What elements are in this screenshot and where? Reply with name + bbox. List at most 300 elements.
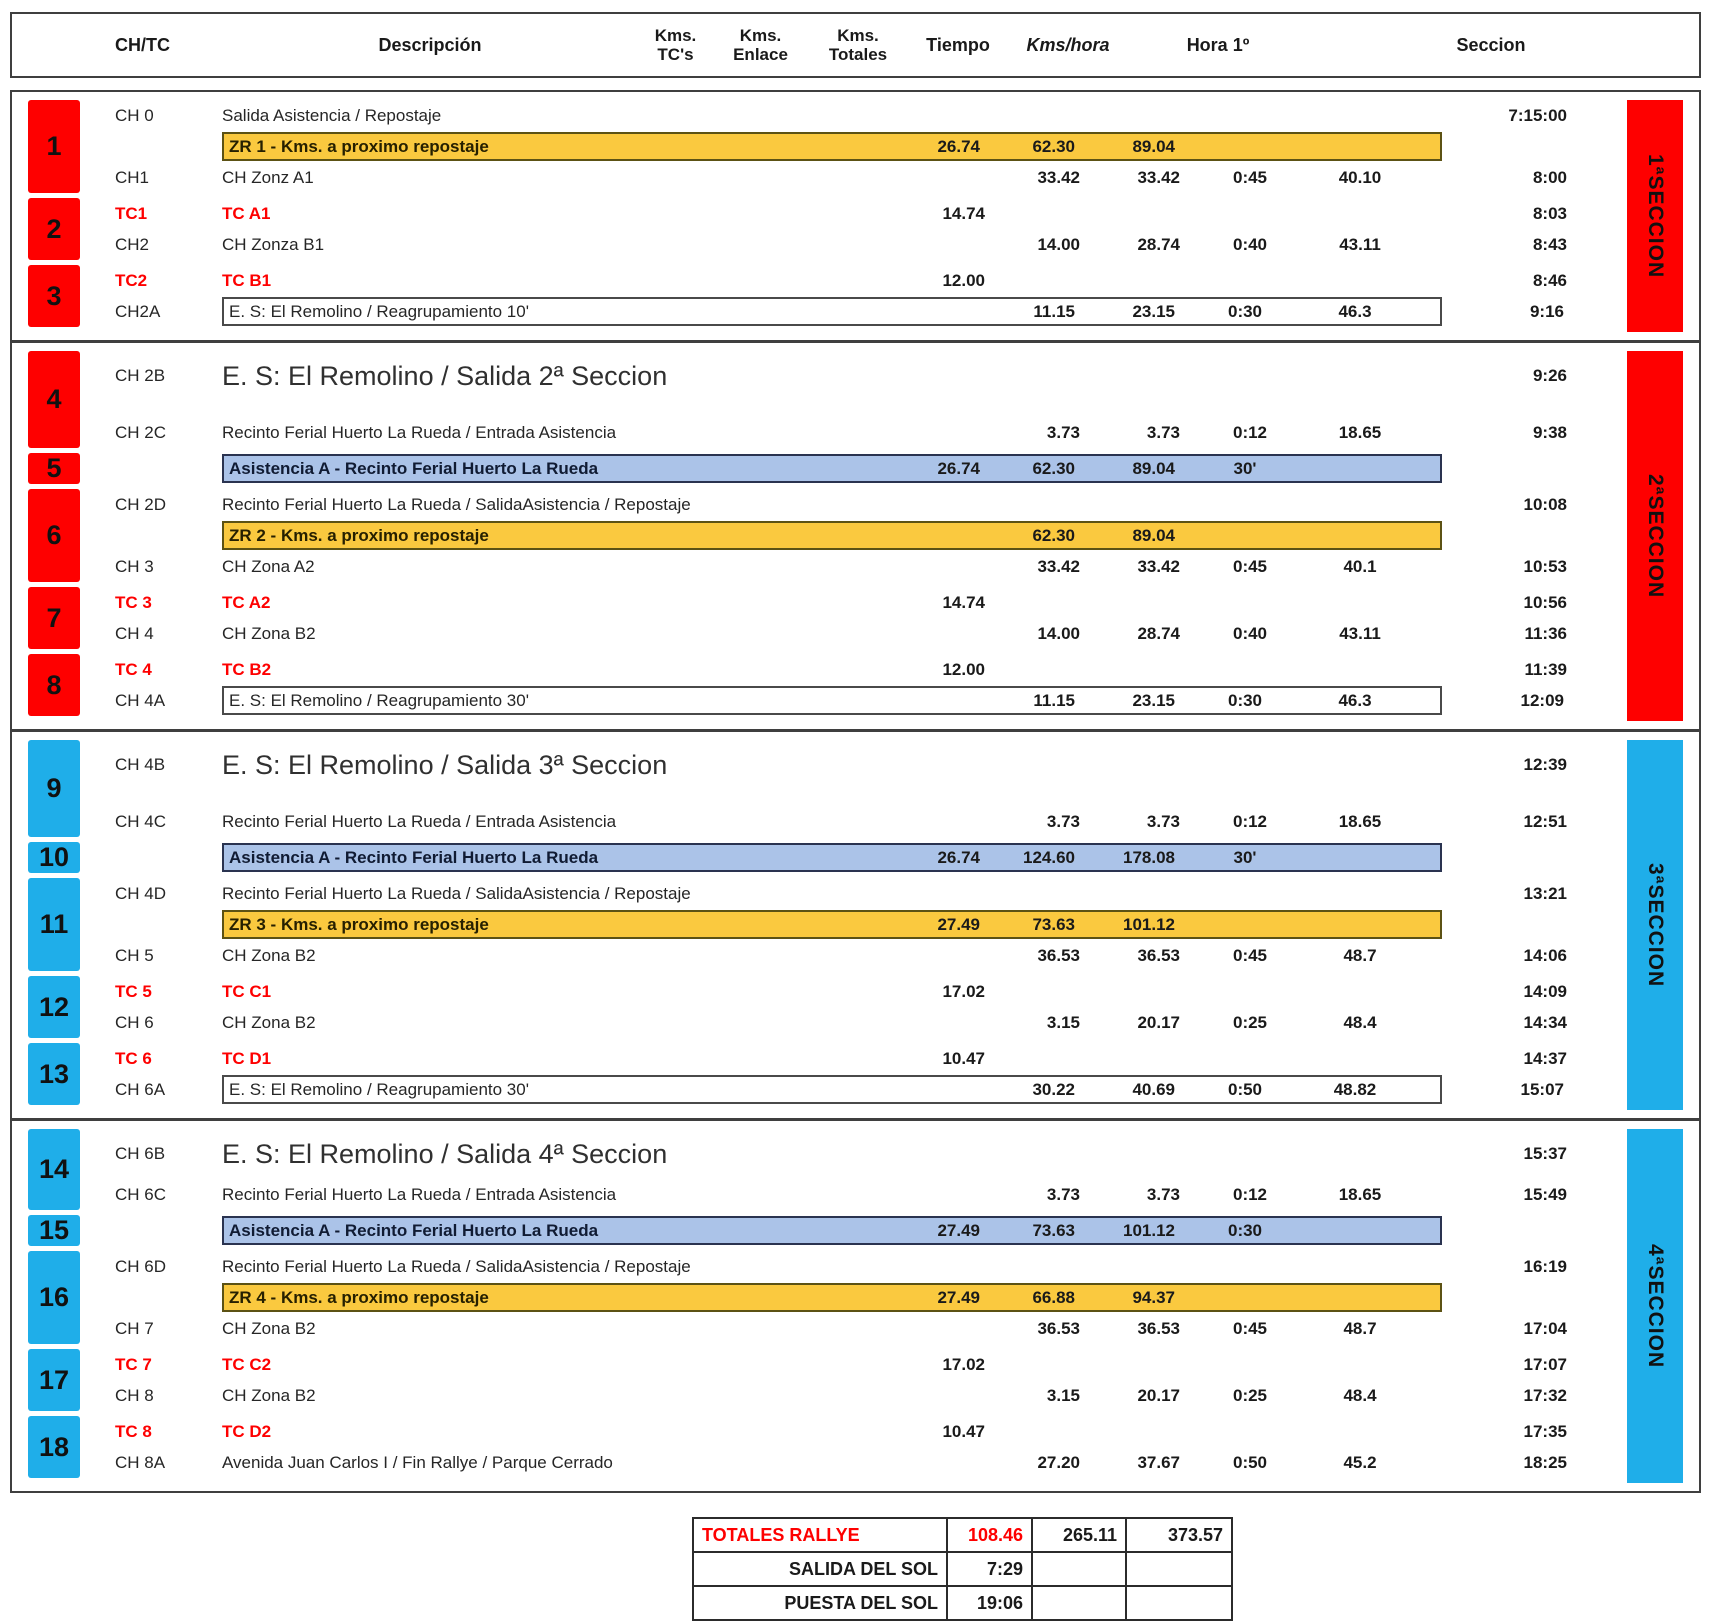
itinerary-section: [12, 92, 1699, 340]
section-label-text: 4ªSECCION: [1644, 1243, 1667, 1369]
kms-enlace-cell: 3.73: [1046, 422, 1080, 442]
row-group-rows: [115, 453, 1575, 484]
hora-cell: 8:43: [1532, 234, 1567, 254]
kms-tcs-cell: 26.74: [937, 136, 980, 156]
hora-cell: 17:07: [1523, 1354, 1567, 1374]
hora-cell: 8:46: [1532, 270, 1567, 290]
header-kms-tcs-line2: TC's: [657, 45, 694, 64]
kms-tcs-cell: 27.49: [937, 1287, 980, 1307]
desc-cell: TC A2: [222, 592, 271, 612]
itinerary-row: [115, 162, 1575, 193]
kms-tcs-cell: 17.02: [942, 981, 985, 1001]
header-kms-enlace-line2: Enlace: [733, 45, 788, 64]
hora-cell: 7:15:00: [1508, 105, 1567, 125]
order-number-box: 11: [28, 878, 80, 971]
desc-cell: CH Zona B2: [222, 1318, 316, 1338]
chtc-cell: CH 6A: [115, 1079, 166, 1099]
tiempo-cell: 0:25: [1232, 1385, 1268, 1405]
row-group: [28, 100, 1699, 193]
desc-cell: E. S: El Remolino / Reagrupamiento 30': [229, 1079, 529, 1099]
section-label-text: 1ªSECCION: [1644, 153, 1667, 279]
chtc-cell: CH 7: [115, 1318, 154, 1338]
kms-totales-cell: 20.17: [1137, 1385, 1180, 1405]
itinerary-row: [115, 976, 1575, 1007]
kms-enlace-cell: 33.42: [1037, 167, 1080, 187]
kms-enlace-cell: 11.15: [1033, 301, 1075, 321]
itinerary-section: [12, 340, 1699, 729]
row-group-rows: [115, 351, 1575, 448]
row-group-rows: [115, 587, 1575, 649]
itinerary-row: [115, 296, 1575, 327]
hora-cell: 12:51: [1523, 811, 1567, 831]
header-kms-totales-line1: Kms.: [837, 25, 879, 45]
itinerary-row: [115, 1380, 1575, 1411]
hora-cell: 10:56: [1523, 592, 1567, 612]
itinerary-row: [115, 1447, 1575, 1478]
hora-cell: 8:00: [1532, 167, 1567, 187]
itinerary-row: [115, 1043, 1575, 1074]
tiempo-cell: 0:12: [1232, 422, 1268, 442]
kms-hora-cell: 43.11: [1339, 623, 1381, 643]
header-tiempo: Tiempo: [926, 34, 990, 55]
row-group-rows: [115, 1349, 1575, 1411]
row-group: [28, 654, 1699, 716]
tiempo-cell: 0:30: [1227, 301, 1263, 321]
itinerary-row: [115, 940, 1575, 971]
kms-hora-cell: 18.65: [1338, 1184, 1382, 1204]
section-label-text: 2ªSECCION: [1644, 473, 1667, 599]
itinerary-row: [115, 806, 1575, 837]
order-number-box: 14: [28, 1129, 80, 1210]
header-kms-enlace: [713, 26, 808, 64]
kms-totales-cell: 101.12: [1123, 914, 1175, 934]
chtc-cell: CH2: [115, 234, 150, 254]
chtc-cell: CH1: [115, 167, 150, 187]
chtc-cell: CH 8: [115, 1385, 154, 1405]
section-label-bar: [1627, 740, 1683, 1110]
itinerary-row: [115, 351, 1575, 401]
order-number-box: 6: [28, 489, 80, 582]
kms-totales-cell: 33.42: [1137, 556, 1180, 576]
itinerary-row: [115, 1313, 1575, 1344]
kms-tcs-cell: 27.49: [937, 1220, 980, 1240]
hora-cell: 12:39: [1523, 755, 1567, 774]
kms-totales-cell: 89.04: [1132, 525, 1175, 545]
desc-cell: Recinto Ferial Huerto La Rueda / Entrada Asistencia: [222, 422, 617, 442]
kms-tcs-cell: 14.74: [942, 592, 985, 612]
chtc-cell: CH2A: [115, 301, 161, 321]
tiempo-cell: 0:25: [1232, 1012, 1268, 1032]
row-group: [28, 1349, 1699, 1411]
kms-enlace-cell: 73.63: [1032, 914, 1075, 934]
kms-hora-cell: 48.7: [1343, 945, 1377, 965]
desc-cell: Asistencia A - Recinto Ferial Huerto La Rueda: [229, 458, 599, 478]
itinerary-row: [115, 417, 1575, 448]
tiempo-cell: 0:30: [1227, 690, 1263, 710]
header-kms-tcs-line1: Kms.: [654, 25, 697, 45]
kms-totales-cell: 36.53: [1137, 945, 1180, 965]
desc-cell: TC B1: [222, 270, 272, 290]
row-group-rows: [115, 198, 1575, 260]
row-group: [28, 265, 1699, 327]
refuel-zone-box: [222, 132, 1442, 161]
kms-totales-cell: 36.53: [1137, 1318, 1180, 1338]
kms-totales-cell: 40.69: [1132, 1079, 1175, 1099]
hora-cell: 14:09: [1523, 981, 1567, 1001]
kms-tcs-cell: 12.00: [942, 270, 985, 290]
sunset-label: PUESTA DEL SOL: [693, 1586, 947, 1620]
kms-enlace-cell: 73.63: [1032, 1220, 1075, 1240]
kms-totales-cell: 89.04: [1132, 458, 1175, 478]
chtc-cell: CH 0: [115, 105, 154, 125]
section-label-text: 3ªSECCION: [1644, 862, 1667, 988]
desc-cell: TC D2: [222, 1421, 272, 1441]
itinerary-row: [115, 198, 1575, 229]
kms-totales-cell: 23.15: [1132, 301, 1175, 321]
chtc-cell: TC 8: [115, 1421, 152, 1441]
sunrise-empty-1: [1032, 1552, 1126, 1586]
chtc-cell: TC2: [115, 270, 148, 290]
row-group-rows: [115, 740, 1575, 837]
desc-cell: Salida Asistencia / Repostaje: [222, 105, 442, 125]
row-group-rows: [115, 1129, 1575, 1210]
itinerary-row: [115, 842, 1575, 873]
header-kms-tcs: [638, 26, 713, 64]
desc-cell: Recinto Ferial Huerto La Rueda / SalidaAsistencia / Repostaje: [222, 883, 691, 903]
assistance-box: [222, 843, 1442, 872]
kms-enlace-cell: 62.30: [1032, 525, 1075, 545]
itinerary-row: [115, 520, 1575, 551]
row-group: [28, 453, 1699, 484]
kms-enlace-cell: 3.73: [1046, 811, 1080, 831]
kms-tcs-cell: 26.74: [937, 847, 980, 867]
row-group: [28, 489, 1699, 582]
kms-tcs-cell: 27.49: [937, 914, 980, 934]
kms-enlace-cell: 14.00: [1037, 623, 1080, 643]
itinerary-row: [115, 740, 1575, 790]
row-group: [28, 587, 1699, 649]
kms-tcs-cell: 10.47: [942, 1048, 985, 1068]
row-group-rows: [115, 100, 1575, 193]
sunset-empty-2: [1126, 1586, 1232, 1620]
desc-cell: CH Zonza B1: [222, 234, 325, 254]
row-group: [28, 1043, 1699, 1105]
hora-cell: 13:21: [1523, 883, 1567, 903]
itinerary-row: [115, 100, 1575, 131]
itinerary-row: [115, 453, 1575, 484]
tiempo-cell: 0:45: [1232, 556, 1268, 576]
kms-totales-cell: 33.42: [1137, 167, 1180, 187]
row-group: [28, 842, 1699, 873]
hora-cell: 9:26: [1532, 366, 1567, 385]
hora-cell: 10:08: [1523, 494, 1567, 514]
hora-cell: 15:07: [1520, 1079, 1564, 1099]
chtc-cell: CH 8A: [115, 1452, 166, 1472]
regroup-box: [222, 297, 1442, 326]
row-group-rows: [115, 842, 1575, 873]
desc-cell: CH Zona A2: [222, 556, 315, 576]
section-label-bar: [1627, 351, 1683, 721]
kms-enlace-cell: 11.15: [1033, 690, 1075, 710]
itinerary-row: [115, 489, 1575, 520]
hora-cell: 17:35: [1523, 1421, 1567, 1441]
desc-cell: ZR 1 - Kms. a proximo repostaje: [229, 136, 489, 156]
desc-cell: TC A1: [222, 203, 271, 223]
desc-cell: Recinto Ferial Huerto La Rueda / SalidaAsistencia / Repostaje: [222, 494, 691, 514]
order-number-box: 16: [28, 1251, 80, 1344]
desc-cell: E. S: El Remolino / Salida 2ª Seccion: [222, 360, 668, 391]
kms-hora-cell: 40.1: [1343, 556, 1377, 576]
itinerary-row: [115, 1215, 1575, 1246]
chtc-cell: TC 3: [115, 592, 152, 612]
sunset-time: 19:06: [947, 1586, 1032, 1620]
desc-cell: TC C2: [222, 1354, 272, 1374]
desc-cell: CH Zona B2: [222, 945, 316, 965]
row-group-rows: [115, 265, 1575, 327]
chtc-cell: CH 4: [115, 623, 154, 643]
sunset-row: [693, 1586, 1232, 1620]
chtc-cell: CH 4C: [115, 811, 167, 831]
row-group: [28, 976, 1699, 1038]
tiempo-cell: 0:12: [1232, 811, 1268, 831]
chtc-cell: CH 2B: [115, 366, 166, 385]
desc-cell: TC D1: [222, 1048, 272, 1068]
kms-hora-cell: 48.4: [1343, 1385, 1377, 1405]
chtc-cell: CH 6: [115, 1012, 154, 1032]
totals-rallye-label: TOTALES RALLYE: [693, 1518, 947, 1552]
row-group: [28, 878, 1699, 971]
chtc-cell: CH 6C: [115, 1184, 167, 1204]
desc-cell: E. S: El Remolino / Reagrupamiento 10': [229, 301, 529, 321]
sunrise-label: SALIDA DEL SOL: [693, 1552, 947, 1586]
chtc-cell: TC 7: [115, 1354, 152, 1374]
desc-cell: E. S: El Remolino / Reagrupamiento 30': [229, 690, 529, 710]
itinerary-row: [115, 1179, 1575, 1210]
kms-enlace-cell: 3.15: [1046, 1012, 1080, 1032]
desc-cell: E. S: El Remolino / Salida 4ª Seccion: [222, 1138, 668, 1169]
row-group-rows: [115, 1251, 1575, 1344]
desc-cell: CH Zona B2: [222, 1385, 316, 1405]
itinerary-row: [115, 265, 1575, 296]
hora-cell: 14:34: [1523, 1012, 1567, 1032]
desc-cell: Recinto Ferial Huerto La Rueda / SalidaAsistencia / Repostaje: [222, 1256, 691, 1276]
order-number-box: 15: [28, 1215, 80, 1246]
desc-cell: Avenida Juan Carlos I / Fin Rallye / Parque Cerrado: [222, 1452, 613, 1472]
desc-cell: TC C1: [222, 981, 272, 1001]
totals-rallye-row: [693, 1518, 1232, 1552]
order-number-box: 2: [28, 198, 80, 260]
header-kms-totales: [808, 26, 908, 64]
kms-enlace-cell: 36.53: [1037, 1318, 1080, 1338]
kms-totales-cell: 3.73: [1146, 1184, 1180, 1204]
order-number-box: 7: [28, 587, 80, 649]
kms-totales-cell: 101.12: [1123, 1220, 1175, 1240]
order-number-box: 8: [28, 654, 80, 716]
section-label-bar: [1627, 1129, 1683, 1483]
sunrise-empty-2: [1126, 1552, 1232, 1586]
chtc-cell: CH 2C: [115, 422, 167, 442]
desc-cell: ZR 3 - Kms. a proximo repostaje: [229, 914, 489, 934]
order-number-box: 5: [28, 453, 80, 484]
desc-cell: CH Zona B2: [222, 1012, 316, 1032]
hora-cell: 18:25: [1523, 1452, 1567, 1472]
desc-cell: E. S: El Remolino / Salida 3ª Seccion: [222, 749, 668, 780]
header-kms-hora: Kms/hora: [1026, 34, 1110, 55]
hora-cell: 14:06: [1523, 945, 1567, 965]
row-group-rows: [115, 878, 1575, 971]
kms-hora-cell: 48.82: [1333, 1079, 1377, 1099]
row-group: [28, 351, 1699, 448]
kms-enlace-cell: 36.53: [1037, 945, 1080, 965]
desc-cell: CH Zona B2: [222, 623, 316, 643]
kms-hora-cell: 46.3: [1338, 690, 1372, 710]
hora-cell: 15:49: [1523, 1184, 1567, 1204]
itinerary-row: [115, 685, 1575, 716]
refuel-zone-box: [222, 521, 1442, 550]
totals-rallye-kms-totales: 373.57: [1126, 1518, 1232, 1552]
assistance-box: [222, 454, 1442, 483]
order-number-box: 3: [28, 265, 80, 327]
kms-enlace-cell: 30.22: [1032, 1079, 1075, 1099]
row-group-rows: [115, 1215, 1575, 1246]
kms-totales-cell: 28.74: [1137, 623, 1180, 643]
tiempo-cell: 0:40: [1232, 234, 1268, 254]
kms-enlace-cell: 62.30: [1032, 458, 1075, 478]
chtc-cell: TC 5: [115, 981, 152, 1001]
row-group: [28, 198, 1699, 260]
kms-hora-cell: 46.3: [1338, 301, 1372, 321]
kms-totales-cell: 20.17: [1137, 1012, 1180, 1032]
row-group: [28, 740, 1699, 837]
itinerary-row: [115, 618, 1575, 649]
header-chtc: CH/TC: [115, 34, 170, 55]
header-kms-totales-line2: Totales: [828, 45, 888, 64]
chtc-cell: CH 6D: [115, 1256, 167, 1276]
chtc-cell: CH 6B: [115, 1144, 166, 1163]
kms-hora-cell: 40.10: [1338, 167, 1382, 187]
row-group: [28, 1251, 1699, 1344]
itinerary-row: [115, 551, 1575, 582]
tiempo-cell: 0:45: [1232, 1318, 1268, 1338]
order-number-box: 9: [28, 740, 80, 837]
kms-hora-cell: 48.7: [1343, 1318, 1377, 1338]
itinerary-row: [115, 587, 1575, 618]
itinerary-row: [115, 1074, 1575, 1105]
tiempo-cell: 0:40: [1232, 623, 1268, 643]
kms-tcs-cell: 10.47: [942, 1421, 985, 1441]
itinerary-row: [115, 1129, 1575, 1179]
chtc-cell: CH 4D: [115, 883, 167, 903]
row-group-rows: [115, 654, 1575, 716]
row-group: [28, 1215, 1699, 1246]
refuel-zone-box: [222, 1283, 1442, 1312]
hora-cell: 17:04: [1523, 1318, 1567, 1338]
chtc-cell: TC 6: [115, 1048, 152, 1068]
kms-totales-cell: 178.08: [1123, 847, 1175, 867]
itinerary-row: [115, 878, 1575, 909]
header-seccion: Seccion: [1456, 34, 1526, 55]
sunset-empty-1: [1032, 1586, 1126, 1620]
order-number-box: 17: [28, 1349, 80, 1411]
kms-enlace-cell: 14.00: [1037, 234, 1080, 254]
kms-hora-cell: 43.11: [1339, 234, 1381, 254]
kms-enlace-cell: 27.20: [1037, 1452, 1080, 1472]
itinerary-row: [115, 1007, 1575, 1038]
itinerary-row: [115, 1282, 1575, 1313]
chtc-cell: CH 3: [115, 556, 154, 576]
desc-cell: ZR 2 - Kms. a proximo repostaje: [229, 525, 489, 545]
header-kms-enlace-line1: Kms.: [739, 25, 782, 45]
kms-enlace-cell: 3.73: [1046, 1184, 1080, 1204]
kms-hora-cell: 18.65: [1338, 811, 1382, 831]
kms-tcs-cell: 17.02: [942, 1354, 985, 1374]
row-group-rows: [115, 1416, 1575, 1478]
totals-rallye-kms-enlace: 265.11: [1032, 1518, 1126, 1552]
itinerary-row: [115, 229, 1575, 260]
row-group-rows: [115, 976, 1575, 1038]
desc-cell: Asistencia A - Recinto Ferial Huerto La Rueda: [229, 847, 599, 867]
itinerary-row: [115, 131, 1575, 162]
kms-tcs-cell: 12.00: [942, 659, 985, 679]
refuel-zone-box: [222, 910, 1442, 939]
chtc-cell: TC1: [115, 203, 148, 223]
itinerary-row: [115, 1416, 1575, 1447]
kms-tcs-cell: 14.74: [942, 203, 985, 223]
hora-cell: 17:32: [1523, 1385, 1567, 1405]
tiempo-cell: 0:12: [1232, 1184, 1268, 1204]
order-number-box: 18: [28, 1416, 80, 1478]
chtc-cell: CH 5: [115, 945, 154, 965]
kms-totales-cell: 89.04: [1132, 136, 1175, 156]
order-number-box: 13: [28, 1043, 80, 1105]
sunrise-row: [693, 1552, 1232, 1586]
itinerary-row: [115, 909, 1575, 940]
itinerary-row: [115, 1349, 1575, 1380]
hora-cell: 10:53: [1523, 556, 1567, 576]
kms-enlace-cell: 66.88: [1032, 1287, 1075, 1307]
assistance-box: [222, 1216, 1442, 1245]
tiempo-cell: 30': [1233, 847, 1257, 867]
hora-cell: 15:37: [1523, 1144, 1567, 1163]
kms-enlace-cell: 3.15: [1046, 1385, 1080, 1405]
hora-cell: 8:03: [1532, 203, 1567, 223]
tiempo-cell: 30': [1233, 458, 1257, 478]
kms-totales-cell: 94.37: [1132, 1287, 1175, 1307]
itinerary-section: [12, 729, 1699, 1118]
row-group-rows: [115, 1043, 1575, 1105]
sunrise-time: 7:29: [947, 1552, 1032, 1586]
desc-cell: Recinto Ferial Huerto La Rueda / Entrada Asistencia: [222, 811, 617, 831]
chtc-cell: CH 2D: [115, 494, 167, 514]
row-group-rows: [115, 489, 1575, 582]
hora-cell: 11:39: [1524, 659, 1567, 679]
kms-hora-cell: 45.2: [1343, 1452, 1377, 1472]
regroup-box: [222, 686, 1442, 715]
kms-enlace-cell: 62.30: [1032, 136, 1075, 156]
itinerary-row: [115, 1251, 1575, 1282]
hora-cell: 9:16: [1529, 301, 1564, 321]
regroup-box: [222, 1075, 1442, 1104]
order-number-box: 12: [28, 976, 80, 1038]
kms-totales-cell: 3.73: [1146, 811, 1180, 831]
kms-totales-cell: 3.73: [1146, 422, 1180, 442]
chtc-cell: CH 4B: [115, 755, 166, 774]
desc-cell: TC B2: [222, 659, 272, 679]
hora-cell: 11:36: [1524, 623, 1567, 643]
order-number-box: 4: [28, 351, 80, 448]
totals-rallye-kms-tcs: 108.46: [947, 1518, 1032, 1552]
kms-totales-cell: 37.67: [1137, 1452, 1180, 1472]
